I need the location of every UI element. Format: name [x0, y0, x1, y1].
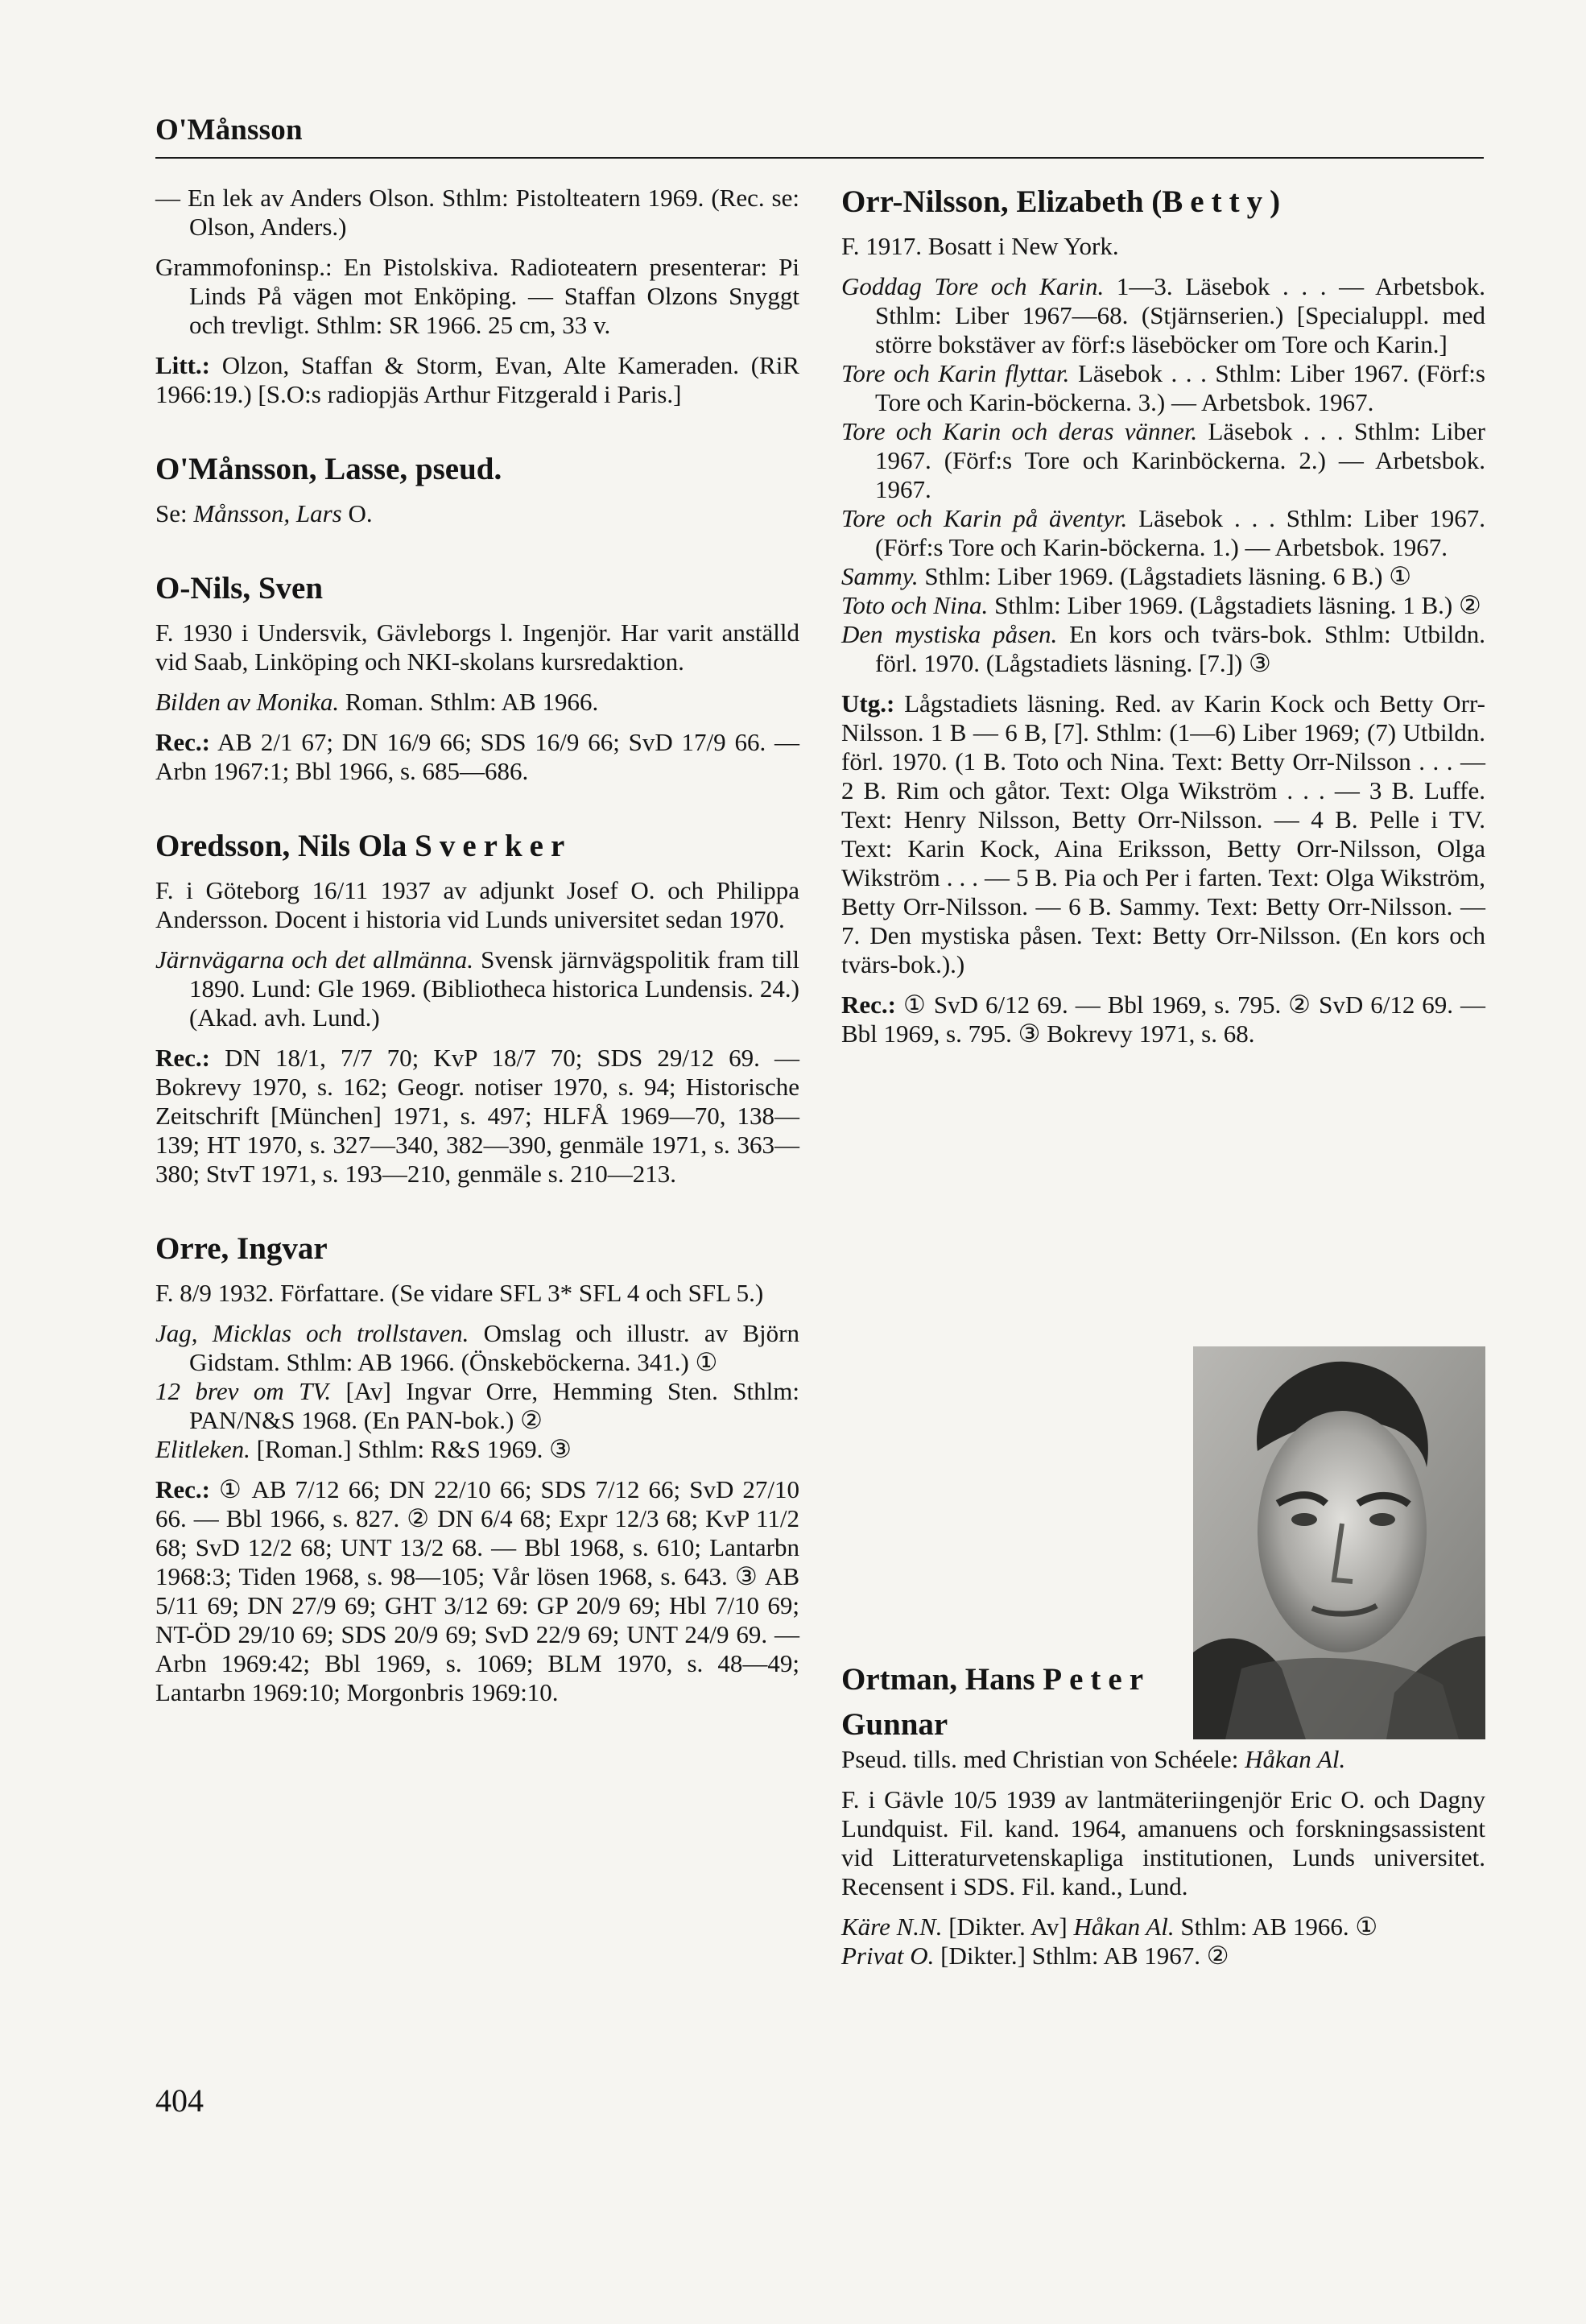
see-reference	[155, 499, 799, 528]
work-item	[841, 417, 1485, 504]
entry-heading: Orre, Ingvar	[155, 1231, 328, 1266]
work-author: Håkan Al.	[1073, 1913, 1175, 1941]
entry-omansson-lasse	[155, 451, 799, 528]
work-rest: Omslag och illustr. av Björn Gidstam. Sthlm: AB 1966. (Önskeböckerna. 341.) ①	[189, 1319, 799, 1376]
rec-paragraph	[841, 990, 1485, 1048]
utg-text: Lågstadiets läsning. Red. av Karin Kock och Betty Orr-Nilsson. 1 B — 6 B, [7]. Sthlm: (1—6) Liber 1969; (7) Utbildn. förl. 1970. (1 B. Toto och Nina. Text: Betty Orr-Nilsson . . . — 2 B. Rim och gåtor. Text: Olga Wikström . . . — 3 B. Luffe. Text: Henry Nilsson, Betty Orr-Nilsson. — 4 B. Pelle i TV. Text: Karin Kock, Aina Eriksson, Betty Orr-Nilsson, Olga Wikström . . . — 5 B. Pia och Per i farten. Text: Olga Wikström, Betty Orr-Nilsson. — 6 B. Sammy. Text: Betty Orr-Nilsson. — 7. Den mystiska påsen. Text: Betty Orr-Nilsson. (En kors och tvärs-bok.).)	[841, 689, 1485, 978]
work-rest: Svensk järnvägspolitik fram till 1890. Lund: Gle 1969. (Bibliotheca historica Lundensis. 24.) (Akad. avh. Lund.)	[189, 945, 800, 1032]
rec-paragraph	[155, 1044, 799, 1189]
work-item	[155, 688, 799, 717]
work-rest: Läsebok . . . Sthlm: Liber 1967. (Förf:s Tore och Karin-böckerna. 1.) — Arbetsbok. 1967.	[875, 504, 1485, 561]
bio: F. i Göteborg 16/11 1937 av adjunkt Josef O. och Philippa Andersson. Docent i historia vid Lunds universitet sedan 1970.	[155, 876, 799, 933]
utg-label: Utg.:	[841, 689, 895, 717]
work-item	[155, 1435, 799, 1464]
heading-name: Oredsson, Nils Ola	[155, 829, 415, 863]
litt-paragraph	[155, 351, 799, 409]
work-item	[155, 945, 799, 1032]
work-title: Privat O.	[841, 1941, 935, 1970]
bio: F. 8/9 1932. Författare. (Se vidare SFL 3* SFL 4 och SFL 5.)	[155, 1279, 764, 1307]
work-rest: En kors och tvärs-bok. Sthlm: Utbildn. förl. 1970. (Lågstadiets läsning. [7.]) ③	[875, 620, 1485, 677]
rec-text: ① SvD 6/12 69. — Bbl 1969, s. 795. ② SvD 6/12 69. — Bbl 1969, s. 795. ③ Bokrevy 1971, s. 68.	[841, 990, 1485, 1048]
rec-paragraph	[155, 728, 799, 786]
heading-spaced-name: Betty	[1162, 184, 1270, 219]
work-rest: Läsebok . . . Sthlm: Liber 1967. (Förf:s Tore och Karinböckerna. 2.) — Arbetsbok. 1967.	[875, 417, 1485, 503]
rec-label: Rec.:	[155, 1475, 210, 1503]
header-rule	[155, 157, 1484, 159]
see-tail: O.	[341, 499, 373, 527]
entry-orre	[155, 1230, 799, 1707]
work-item	[841, 591, 1485, 620]
running-head: O'Månsson	[155, 114, 303, 147]
litt-label: Litt.:	[155, 351, 211, 379]
right-column	[841, 184, 1485, 1090]
heading-spaced-name: Peter	[1043, 1662, 1151, 1697]
left-column	[155, 184, 799, 1749]
entry-ortman-body	[841, 1745, 1485, 1982]
work-item	[841, 504, 1485, 562]
litt-text: Olzon, Staffan & Storm, Evan, Alte Kameraden. (RiR 1966:19.) [S.O:s radiopjäs Arthur Fitzgerald i Paris.]	[155, 351, 799, 408]
see-label: Se:	[155, 499, 194, 527]
work-rest: Sthlm: Liber 1969. (Lågstadiets läsning. 1 B.) ②	[988, 591, 1481, 619]
entry-heading: O-Nils, Sven	[155, 571, 324, 606]
see-ref: Månsson, Lars	[193, 499, 342, 527]
entry-heading	[841, 1657, 1187, 1747]
work-title: Tore och Karin flyttar.	[841, 359, 1070, 387]
work-title: Jag, Micklas och trollstaven.	[155, 1319, 469, 1347]
bio: F. 1930 i Undersvik, Gävleborgs l. Ingenjör. Har varit anställd vid Saab, Linköping och NKI-skolans kursredaktion.	[155, 618, 799, 676]
entry-heading	[155, 828, 799, 865]
rec-label: Rec.:	[155, 728, 210, 756]
work-rest: [Av] Ingvar Orre, Hemming Sten. Sthlm: PAN/N&S 1968. (En PAN-bok.) ②	[189, 1377, 799, 1434]
utg-paragraph	[841, 689, 1485, 979]
work-title: Käre N.N.	[841, 1913, 943, 1941]
page-number: 404	[155, 2082, 204, 2119]
work-rest: Roman. Sthlm: AB 1966.	[339, 688, 599, 716]
work-rest: Sthlm: Liber 1969. (Lågstadiets läsning. 6 B.) ①	[918, 562, 1411, 590]
pseud-name: Håkan Al.	[1245, 1745, 1346, 1773]
pseud-text: Pseud. tills. med Christian von Schéele:	[841, 1745, 1245, 1773]
heading-close: )	[1270, 184, 1281, 219]
entry-orr-nilsson	[841, 184, 1485, 1048]
work-item	[841, 620, 1485, 678]
pseud-paragraph	[841, 1745, 1485, 1774]
work-title: Toto och Nina.	[841, 591, 989, 619]
author-portrait-photo	[1193, 1346, 1485, 1739]
bio: F. i Gävle 10/5 1939 av lantmäteriingenjör Eric O. och Dagny Lundquist. Fil. kand. 1964, amanuens och forskningsassistent vid Litteraturvetenskapliga institutionen, Lunds universitet. Recensent i SDS. Fil. kand., Lund.	[841, 1785, 1485, 1900]
work-rest: Läsebok . . . Sthlm: Liber 1967. (Förf:s Tore och Karin-böckerna. 3.) — Arbetsbok. 1967.	[875, 359, 1485, 416]
work-rest: Sthlm: AB 1966. ①	[1174, 1913, 1378, 1941]
work-item	[155, 1377, 799, 1435]
work-title: Järnvägarna och det allmänna.	[155, 945, 474, 974]
heading-spaced-name: Sverker	[415, 829, 572, 863]
bio: F. 1917. Bosatt i New York.	[841, 232, 1119, 260]
work-item	[841, 562, 1485, 591]
entry-onils	[155, 570, 799, 786]
rec-text: DN 18/1, 7/7 70; KvP 18/7 70; SDS 29/12 69. — Bokrevy 1970, s. 162; Geogr. notiser 1970, s. 94; Historische Zeitschrift [München] 1971, s. 497; HLFÅ 1969—70, 138—139; HT 1970, s. 327—340, 382—390, genmäle 1971, s. 363—380; StvT 1971, s. 193—210, genmäle s. 210—213.	[155, 1044, 799, 1188]
work-title: Bilden av Monika.	[155, 688, 340, 716]
work-title: Tore och Karin och deras vänner.	[841, 417, 1198, 445]
work-title: 12 brev om TV.	[155, 1377, 332, 1405]
work-item	[155, 1319, 799, 1377]
entry-heading	[841, 184, 1485, 221]
intro-item: Grammofoninsp.: En Pistolskiva. Radioteatern presenterar: Pi Linds På vägen mot Enköping. — Staffan Olzons Snyggt och trevligt. Sthlm: SR 1966. 25 cm, 33 v.	[155, 253, 799, 339]
rec-text: ① AB 7/12 66; DN 22/10 66; SDS 7/12 66; SvD 27/10 66. — Bbl 1966, s. 827. ② DN 6/4 68; Expr 12/3 68; KvP 11/2 68; SvD 12/2 68; UNT 13/2 68. — Bbl 1968, s. 610; Lantarbn 1968:3; Tiden 1968, s. 98—105; Vår lösen 1968, s. 643. ③ AB 5/11 69; DN 27/9 69; GHT 3/12 69: GP 20/9 69; Hbl 7/10 69; NT-ÖD 29/10 69; SDS 20/9 69; SvD 22/9 69; UNT 24/9 69. — Arbn 1969:42; Bbl 1969, s. 1069; BLM 1970, s. 48—49; Lantarbn 1969:10; Morgonbris 1969:10.	[155, 1475, 799, 1706]
heading-name-line2: Gunnar	[841, 1707, 948, 1742]
work-item	[841, 1941, 1485, 1970]
rec-text: AB 2/1 67; DN 16/9 66; SDS 16/9 66; SvD 17/9 66. — Arbn 1967:1; Bbl 1966, s. 685—686.	[155, 728, 799, 785]
work-title: Elitleken.	[155, 1435, 250, 1463]
work-title: Sammy.	[841, 562, 919, 590]
heading-name: Ortman, Hans	[841, 1662, 1043, 1697]
work-title: Den mystiska påsen.	[841, 620, 1058, 648]
work-title: Tore och Karin på äventyr.	[841, 504, 1128, 532]
work-title: Goddag Tore och Karin.	[841, 272, 1105, 300]
work-rest: 1—3. Läsebok . . . — Arbetsbok. Sthlm: Liber 1967—68. (Stjärnserien.) [Specialuppl. med större bokstäver av förf:s läseböcker om Tore och Karin.]	[875, 272, 1485, 358]
rec-paragraph	[155, 1475, 799, 1707]
work-item	[841, 1913, 1485, 1941]
entry-oredsson	[155, 828, 799, 1189]
work-item	[841, 359, 1485, 417]
work-mid: [Dikter. Av]	[942, 1913, 1074, 1941]
work-rest: [Roman.] Sthlm: R&S 1969. ③	[250, 1435, 572, 1463]
rec-label: Rec.:	[841, 990, 896, 1019]
entry-heading: O'Månsson, Lasse, pseud.	[155, 452, 502, 486]
entry-omansson-continued	[155, 184, 799, 409]
entry-ortman-heading	[841, 1657, 1187, 1747]
work-mid: [Dikter.] Sthlm: AB 1967. ②	[934, 1941, 1229, 1970]
intro-item: — En lek av Anders Olson. Sthlm: Pistolteatern 1969. (Rec. se: Olson, Anders.)	[155, 184, 799, 241]
rec-label: Rec.:	[155, 1044, 210, 1072]
heading-name: Orr-Nilsson, Elizabeth (	[841, 184, 1163, 219]
work-item	[841, 272, 1485, 359]
